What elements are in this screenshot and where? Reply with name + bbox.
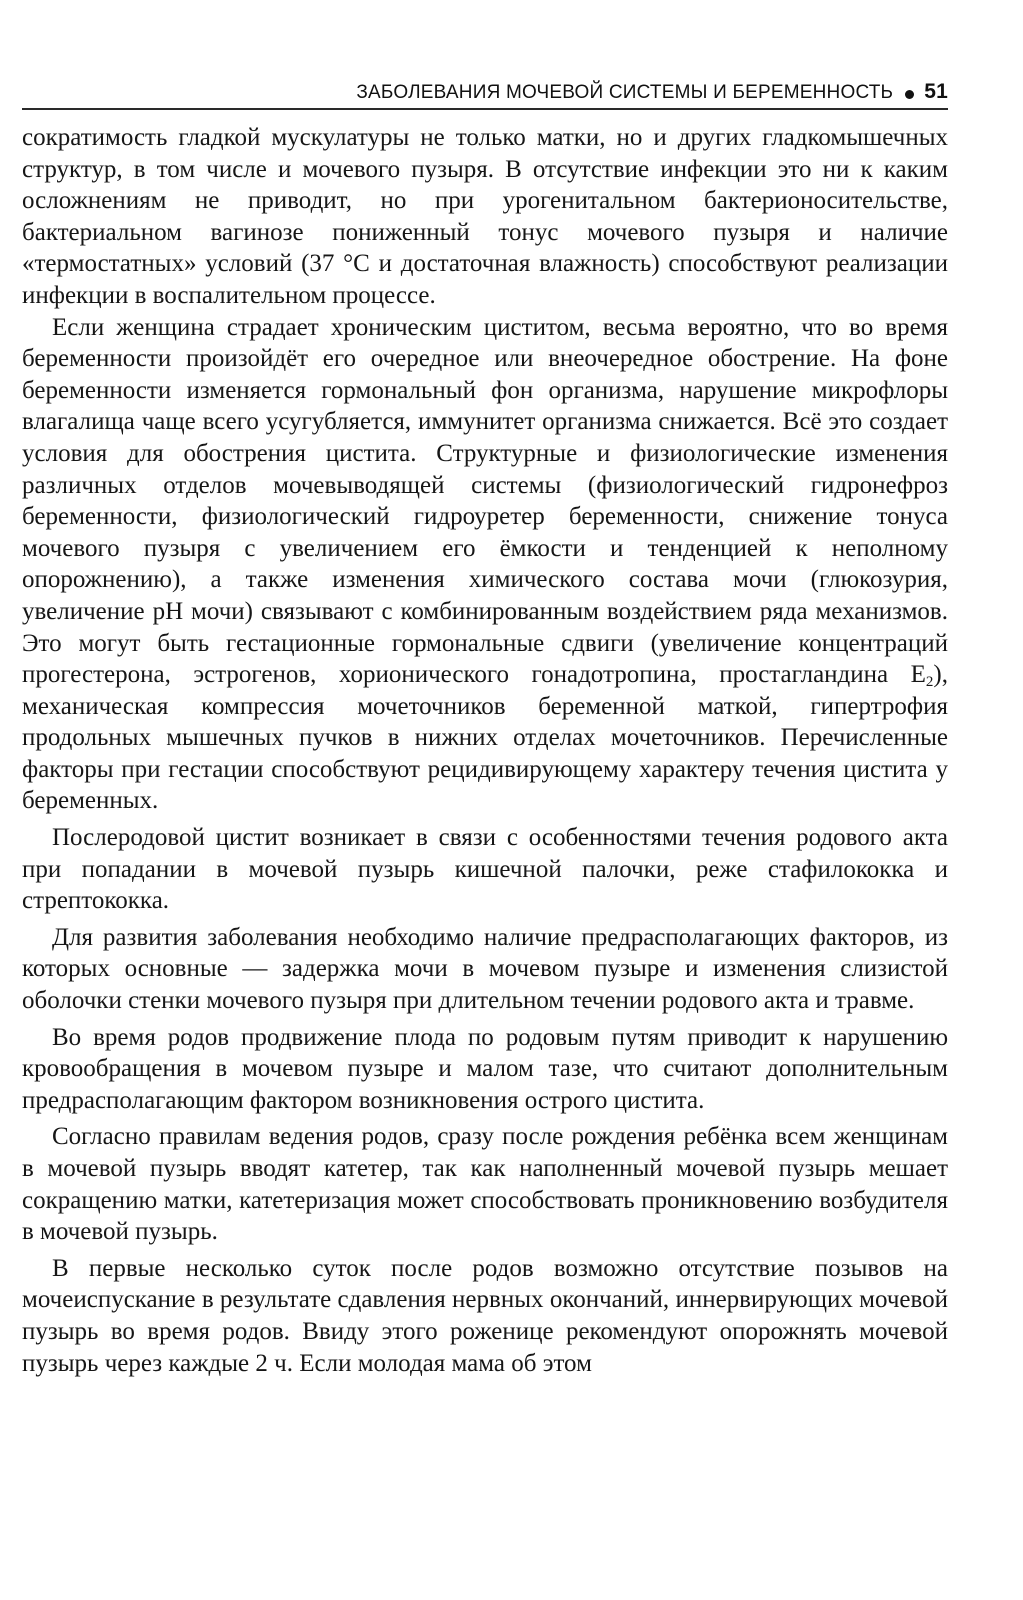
header-title: ЗАБОЛЕВАНИЯ МОЧЕВОЙ СИСТЕМЫ И БЕРЕМЕННОСТЬ — [356, 82, 894, 103]
paragraph-2 — [22, 312, 948, 818]
paragraph-2-part-2: ), механическая компрессия мочеточников беременной маткой, гипертрофия продольных мышечных пучков в нижних отделах мочеточников. Перечисленные факторы при гестации способствуют рецидивирующему характеру течения цистита у беременных. — [22, 661, 948, 815]
subscript-2: 2 — [925, 674, 934, 691]
paragraph-7: В первые несколько суток после родов возможно отсутствие позывов на мочеиспускание в результате сдавления нервных окончаний, иннервирующих мочевой пузырь во время родов. Ввиду этого роженице рекомендуют опорожнять мочевой пузырь через каждые 2 ч. Если молодая мама об этом — [22, 1254, 948, 1377]
paragraph-4: Для развития заболевания необходимо наличие предрасполагающих факторов, из которых основные — задержка мочи в мочевом пузыре и изменения слизистой оболочки стенки мочевого пузыря при длительном течении родового акта и травме. — [22, 923, 948, 1015]
paragraph-1: сократимость гладкой мускулатуры не только матки, но и других гладкомышечных структур, в том числе и мочевого пузыря. В отсутствие инфекции это ни к каким осложнениям не приводит, но при урогенитальном бактерионосительстве, бактериальном вагинозе пониженный тонус мочевого пузыря и наличие «термостатных» условий (37 °С и достаточная влажность) способствуют реализации инфекции в воспалительном процессе. — [22, 124, 948, 309]
page-number: 51 — [924, 80, 948, 103]
body-text — [22, 122, 948, 1379]
running-header — [22, 76, 948, 110]
paragraph-6: Согласно правилам ведения родов, сразу после рождения ребёнка всем женщинам в мочевой пузырь вводят катетер, так как наполненный мочевой пузырь мешает сокращению матки, катетеризация может способствовать проникновению возбудителя в мочевой пузырь. — [22, 1123, 948, 1246]
paragraph-2-part-1: Если женщина страдает хроническим циститом, весьма вероятно, что во время беременности произойдёт его очередное или внеочередное обострение. На фоне беременности изменяется гормональный фон организма, нарушение микрофлоры влагалища чаще всего усугубляется, иммунитет организма снижается. Всё это создает условия для обострения цистита. Структурные и физиологические изменения различных отделов мочевыводящей системы (физиологический гидронефроз беременности, физиологический гидроуретер беременности, снижение тонуса мочевого пузыря с увеличением его ёмкости и тенденцией к неполному опорожнению), а также изменения химического состава мочи (глюкозурия, увеличение pH мочи) связывают с комбинированным воздействием ряда механизмов. Это могут быть гестационные гормональные сдвиги (увеличение концентраций прогестерона, эстрогенов, хорионического гонадотропина, простагландина Е — [22, 313, 948, 689]
paragraph-5: Во время родов продвижение плода по родовым путям приводит к нарушению кровообращения в мочевом пузыре и малом тазе, что считают дополнительным предрасполагающим фактором возникновения острого цистита. — [22, 1023, 948, 1114]
bullet-icon — [905, 90, 914, 99]
paragraph-3: Послеродовой цистит возникает в связи с особенностями течения родового акта при попадании в мочевой пузырь кишечной палочки, реже стафилококка и стрептококка. — [22, 824, 948, 915]
